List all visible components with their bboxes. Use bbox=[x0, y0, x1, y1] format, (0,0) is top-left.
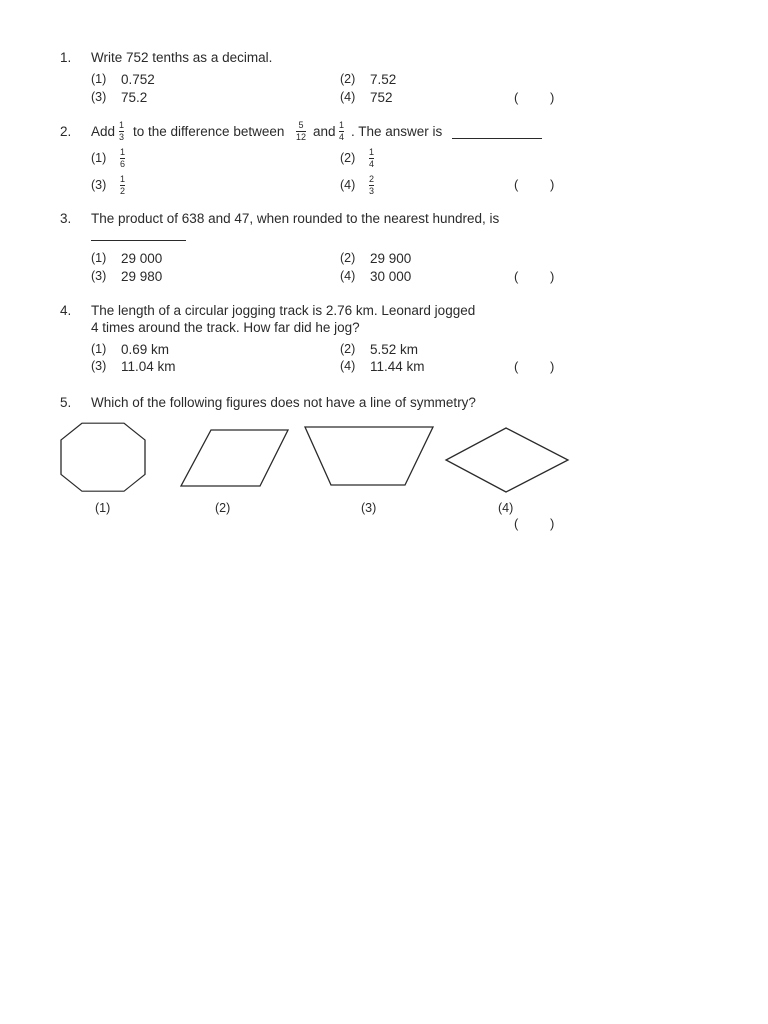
q1-option-2-value: 7.52 bbox=[370, 72, 397, 87]
q3-option-1-value: 29 000 bbox=[121, 251, 163, 266]
q3-option-3-value: 29 980 bbox=[121, 269, 163, 284]
figure-1-label: (1) bbox=[95, 501, 111, 515]
figure-trapezium bbox=[305, 427, 433, 485]
q4-option-2-value: 5.52 km bbox=[370, 342, 419, 357]
question-2-number: 2. bbox=[60, 124, 72, 139]
q2-option-1-fraction bbox=[120, 148, 125, 169]
q4-option-3-label: (3) bbox=[91, 359, 107, 373]
question-4-number: 4. bbox=[60, 303, 72, 318]
fraction-numerator: 2 bbox=[369, 174, 375, 184]
q2-option-4-label: (4) bbox=[340, 178, 356, 192]
q1-option-1-label: (1) bbox=[91, 72, 107, 86]
q2-option-3-fraction bbox=[120, 175, 125, 196]
q3-answer-blank[interactable] bbox=[91, 240, 186, 241]
q4-option-4-value: 11.44 km bbox=[370, 359, 425, 374]
question-5-number: 5. bbox=[60, 395, 72, 410]
figure-4-label: (4) bbox=[498, 501, 514, 515]
q2-fraction-one-quarter bbox=[339, 121, 344, 142]
q1-option-4-value: 752 bbox=[370, 90, 393, 105]
q3-option-2-label: (2) bbox=[340, 251, 356, 265]
q2-fraction-five-twelfths bbox=[296, 121, 306, 142]
q2-answer-bracket-close: ) bbox=[550, 177, 555, 192]
q1-option-1-value: 0.752 bbox=[121, 72, 155, 87]
q2-answer-bracket-open[interactable]: ( bbox=[514, 177, 519, 192]
figure-octagon bbox=[61, 423, 145, 491]
q1-option-3-value: 75.2 bbox=[121, 90, 148, 105]
fraction-denominator: 12 bbox=[296, 132, 307, 142]
figure-3-label: (3) bbox=[361, 501, 377, 515]
fraction-denominator: 3 bbox=[119, 132, 125, 142]
q2-option-2-fraction bbox=[369, 148, 374, 169]
q5-answer-bracket-close: ) bbox=[550, 516, 555, 531]
q2-option-2-label: (2) bbox=[340, 151, 356, 165]
question-2-text-mid: to the difference between bbox=[133, 124, 285, 139]
q4-option-4-label: (4) bbox=[340, 359, 356, 373]
fraction-numerator: 1 bbox=[119, 120, 125, 130]
q1-option-3-label: (3) bbox=[91, 90, 107, 104]
q2-option-3-label: (3) bbox=[91, 178, 107, 192]
q4-option-3-value: 11.04 km bbox=[121, 359, 176, 374]
fraction-denominator: 4 bbox=[339, 132, 345, 142]
fraction-numerator: 1 bbox=[369, 147, 375, 157]
q2-option-4-fraction bbox=[369, 175, 374, 196]
q3-option-1-label: (1) bbox=[91, 251, 107, 265]
q2-option-1-label: (1) bbox=[91, 151, 107, 165]
q5-answer-bracket-open[interactable]: ( bbox=[514, 516, 519, 531]
q2-fraction-one-third bbox=[119, 121, 124, 142]
symmetry-figures bbox=[0, 420, 600, 500]
fraction-denominator: 4 bbox=[369, 159, 375, 169]
fraction-numerator: 1 bbox=[339, 120, 345, 130]
q3-option-3-label: (3) bbox=[91, 269, 107, 283]
question-1-number: 1. bbox=[60, 50, 72, 65]
question-5-text: Which of the following figures does not have a line of symmetry? bbox=[91, 395, 476, 410]
fraction-numerator: 1 bbox=[120, 174, 126, 184]
question-3-text: The product of 638 and 47, when rounded to the nearest hundred, is bbox=[91, 211, 500, 226]
q4-option-1-value: 0.69 km bbox=[121, 342, 170, 357]
q1-answer-bracket-open[interactable]: ( bbox=[514, 90, 519, 105]
q3-option-2-value: 29 900 bbox=[370, 251, 412, 266]
q3-option-4-value: 30 000 bbox=[370, 269, 412, 284]
q4-answer-bracket-close: ) bbox=[550, 359, 555, 374]
figure-parallelogram bbox=[181, 430, 288, 486]
q4-option-2-label: (2) bbox=[340, 342, 356, 356]
question-4-text-line-1: The length of a circular jogging track is 2.76 km. Leonard jogged bbox=[91, 303, 476, 318]
q3-option-4-label: (4) bbox=[340, 269, 356, 283]
question-2-text-end: . The answer is bbox=[351, 124, 443, 139]
q2-answer-blank[interactable] bbox=[452, 138, 542, 139]
question-3-number: 3. bbox=[60, 211, 72, 226]
fraction-numerator: 1 bbox=[120, 147, 126, 157]
figure-rhombus bbox=[446, 428, 568, 492]
q3-answer-bracket-open[interactable]: ( bbox=[514, 269, 519, 284]
fraction-denominator: 6 bbox=[120, 159, 126, 169]
question-2-text-add: Add bbox=[91, 124, 116, 139]
q3-answer-bracket-close: ) bbox=[550, 269, 555, 284]
q1-answer-bracket-close: ) bbox=[550, 90, 555, 105]
q4-answer-bracket-open[interactable]: ( bbox=[514, 359, 519, 374]
question-4-text-line-2: 4 times around the track. How far did he jog? bbox=[91, 320, 360, 335]
fraction-denominator: 2 bbox=[120, 186, 126, 196]
q4-option-1-label: (1) bbox=[91, 342, 107, 356]
question-2-text-and: and bbox=[313, 124, 336, 139]
figure-2-label: (2) bbox=[215, 501, 231, 515]
question-1-text: Write 752 tenths as a decimal. bbox=[91, 50, 273, 65]
fraction-numerator: 5 bbox=[298, 120, 304, 130]
q1-option-4-label: (4) bbox=[340, 90, 356, 104]
q1-option-2-label: (2) bbox=[340, 72, 356, 86]
fraction-denominator: 3 bbox=[369, 186, 375, 196]
